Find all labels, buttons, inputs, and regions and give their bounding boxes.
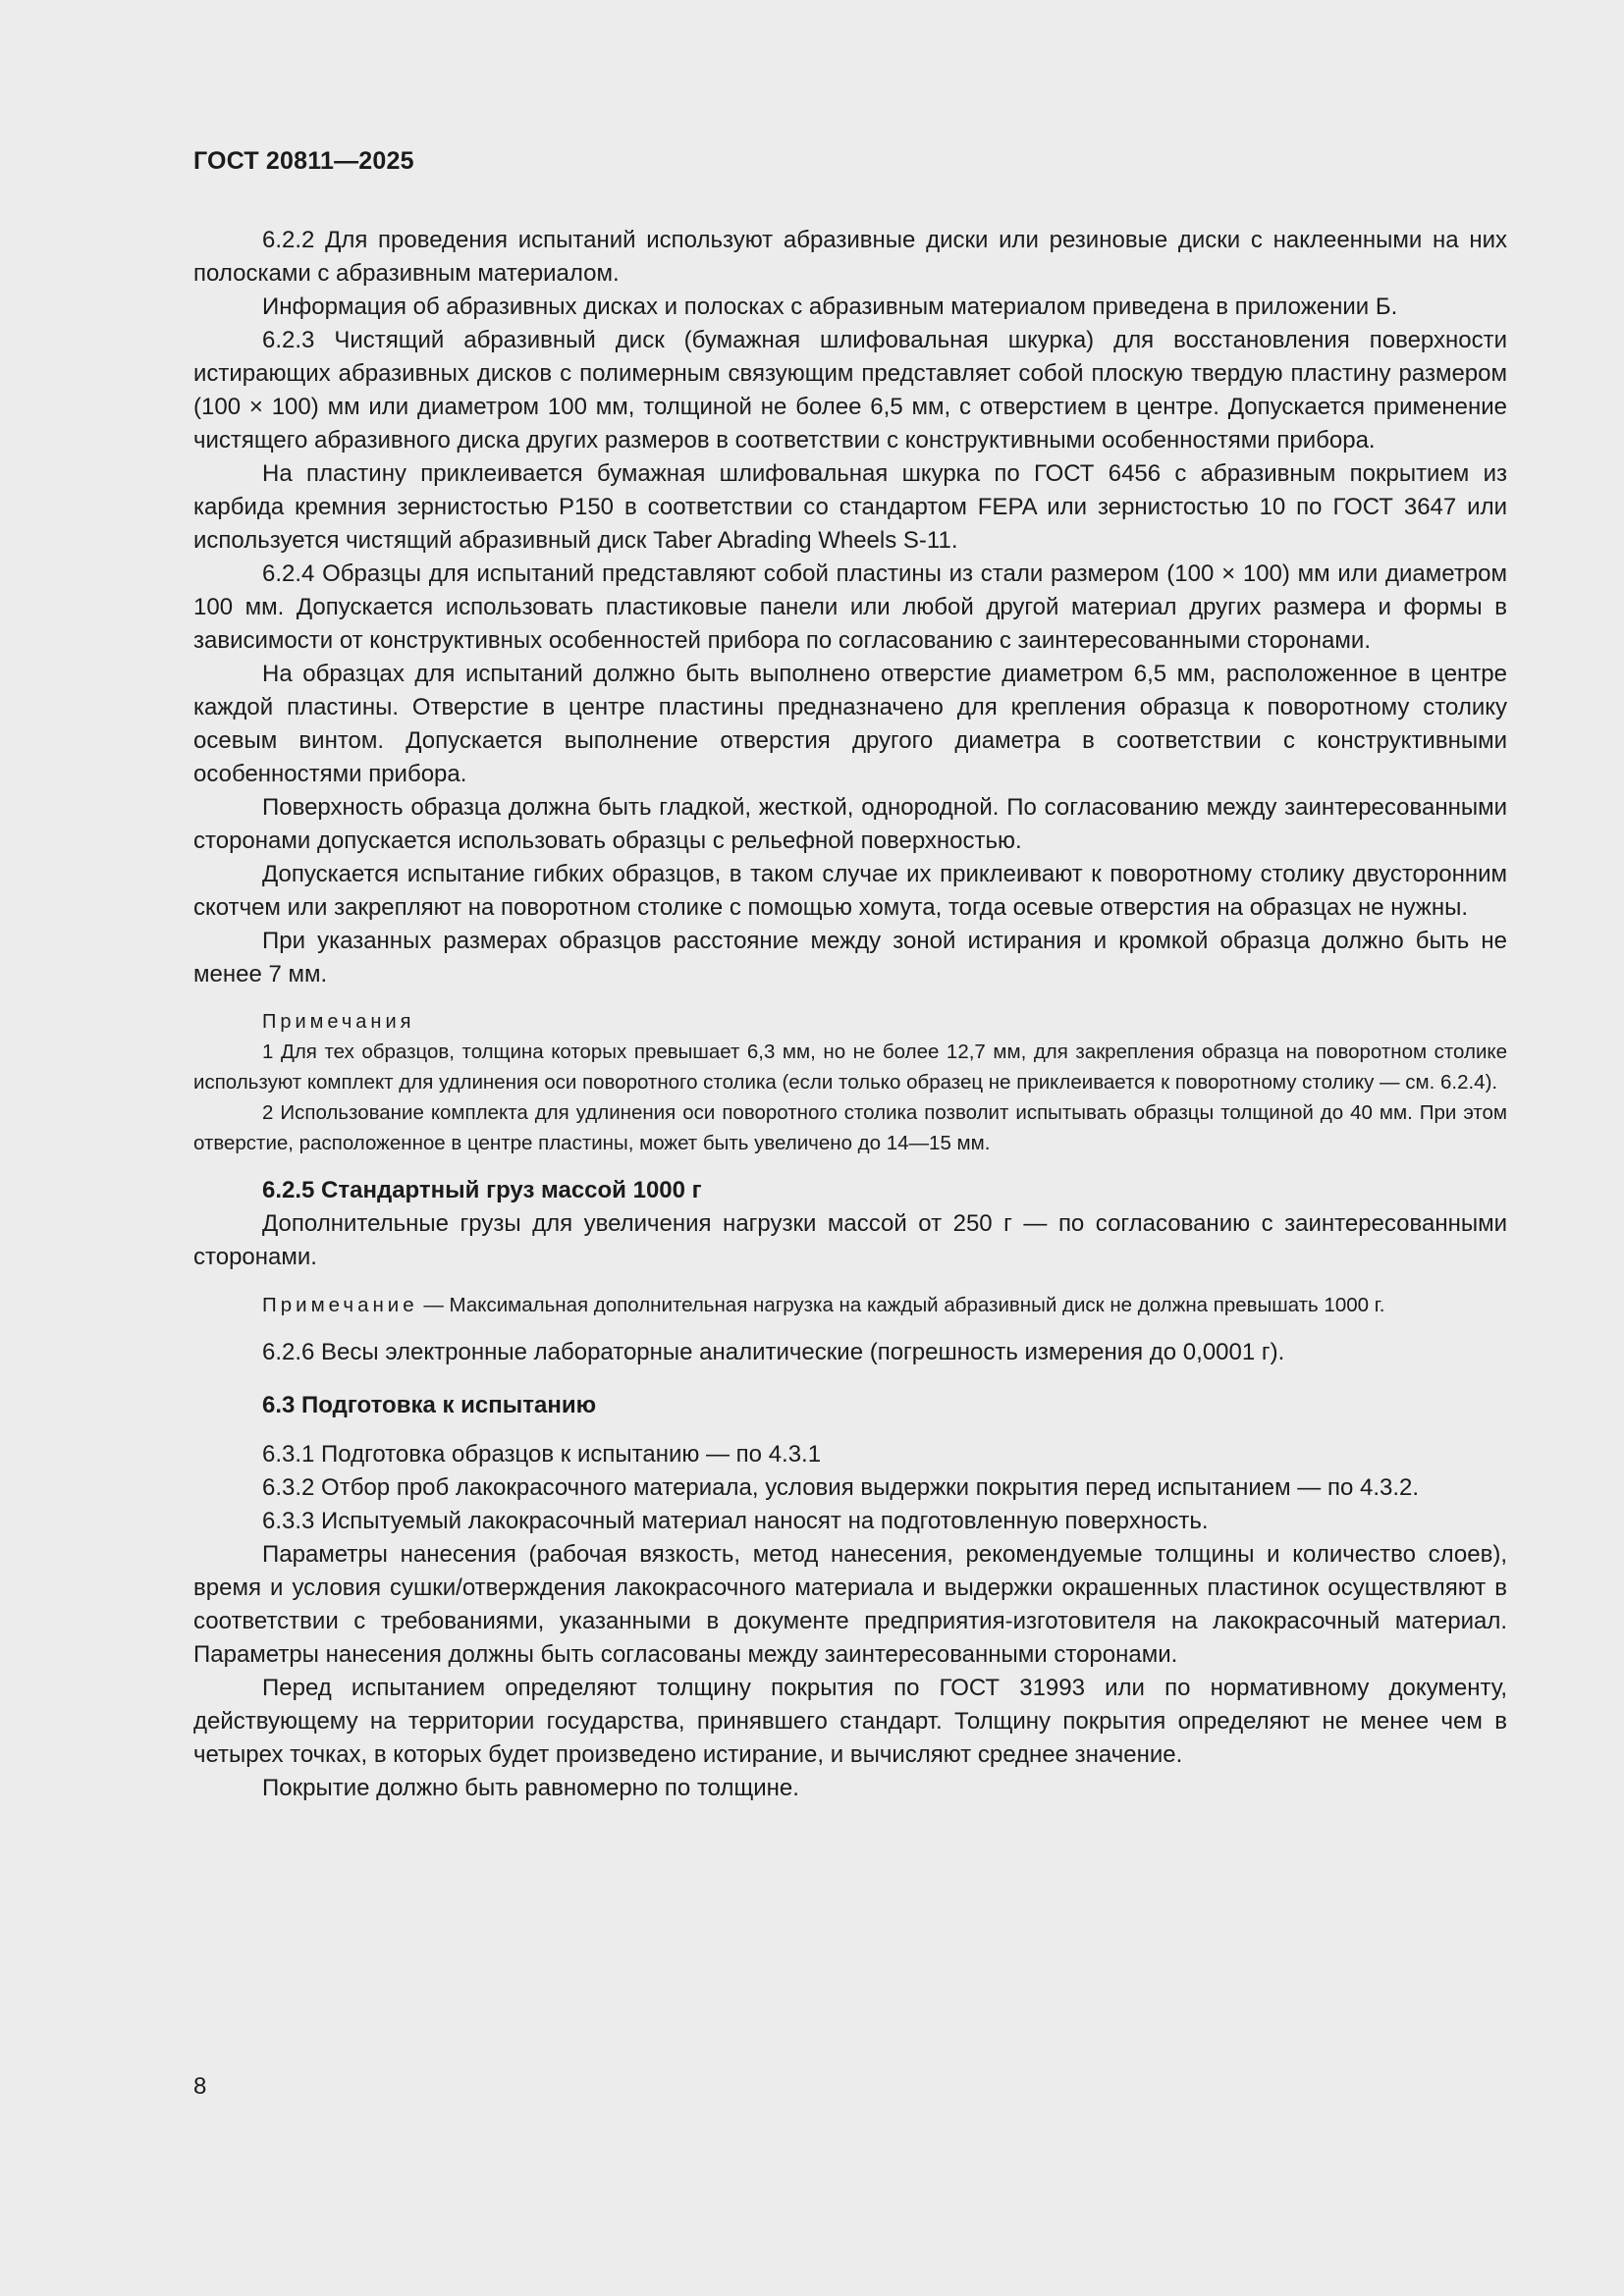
paragraph-6-2-3: 6.2.3 Чистящий абразивный диск (бумажная шлифовальная шкурка) для восстановления поверхности истирающих абразивных дисков с полимерным связующим представляет собой плоскую твердую пластину размером (100 × 100) мм или диаметром 100 мм, толщиной не более 6,5 мм, с отверстием в центре. Допускается применение чистящего абразивного диска других размеров в соответствии с конструктивными особенностями прибора. xyxy=(193,327,1507,454)
note-single-text: — Максимальная дополнительная нагрузка на каждый абразивный диск не должна превышать 1000 г. xyxy=(417,1294,1385,1316)
paragraph-flexible: Допускается испытание гибких образцов, в таком случае их приклеивают к поворотному столику двусторонним скотчем или закрепляют на поворотном столике с помощью хомута, тогда осевые отверстия на образцах не нужны. xyxy=(193,861,1507,921)
paragraph-weights: Дополнительные грузы для увеличения нагрузки массой от 250 г — по согласованию с заинтересованными сторонами. xyxy=(193,1210,1507,1270)
paragraph-uniform: Покрытие должно быть равномерно по толщине. xyxy=(262,1775,799,1801)
note-2: 2 Использование комплекта для удлинения оси поворотного столика позволит испытывать образцы толщиной до 40 мм. При этом отверстие, расположенное в центре пластины, может быть увеличено до 14—15 мм. xyxy=(193,1101,1507,1154)
heading-6-3: 6.3 Подготовка к испытанию xyxy=(262,1392,597,1418)
paragraph-6-2-4: 6.2.4 Образцы для испытаний представляют собой пластины из стали размером (100 × 100) мм или диаметром 100 мм. Допускается использовать пластиковые панели или любой другой материал других размера и формы в зависимости от конструктивных особенностей прибора по согласованию с заинтересованными сторонами. xyxy=(193,561,1507,654)
note-single-label: Примечание xyxy=(262,1294,418,1316)
paragraph-thickness: Перед испытанием определяют толщину покрытия по ГОСТ 31993 или по нормативному документу, действующему на территории государства, принявшего стандарт. Толщину покрытия определяют не менее чем в четырех точках, в которых будет произведено истирание, и вычисляют среднее значение. xyxy=(193,1675,1507,1768)
notes-title: Примечания xyxy=(262,1011,415,1033)
paragraph-surface: Поверхность образца должна быть гладкой, жесткой, однородной. По согласованию между заинтересованными сторонами допускается использовать образцы с рельефной поверхностью. xyxy=(193,794,1507,854)
heading-6-2-5: 6.2.5 Стандартный груз массой 1000 г xyxy=(262,1177,702,1203)
paragraph-appendix-b: Информация об абразивных дисках и полосках с абразивным материалом приведена в приложении Б. xyxy=(262,294,1398,320)
paragraph-6-2-2: 6.2.2 Для проведения испытаний используют абразивные диски или резиновые диски с наклеенными на них полосками с абразивным материалом. xyxy=(193,227,1507,287)
paragraph-6-3-3: 6.3.3 Испытуемый лакокрасочный материал наносят на подготовленную поверхность. xyxy=(262,1508,1209,1534)
paragraph-plate: На пластину приклеивается бумажная шлифовальная шкурка по ГОСТ 6456 с абразивным покрытием из карбида кремния зернистостью Р150 в соответствии со стандартом FEPA или зернистостью 10 по ГОСТ 3647 или используется чистящий абразивный диск Taber Abrading Wheels S-11. xyxy=(193,460,1507,554)
paragraph-distance: При указанных размерах образцов расстояние между зоной истирания и кромкой образца должно быть не менее 7 мм. xyxy=(193,928,1507,988)
paragraph-6-3-1: 6.3.1 Подготовка образцов к испытанию — по 4.3.1 xyxy=(262,1441,822,1468)
page-number: 8 xyxy=(193,2073,207,2100)
paragraph-6-3-2: 6.3.2 Отбор проб лакокрасочного материала, условия выдержки покрытия перед испытанием — по 4.3.2. xyxy=(262,1474,1420,1501)
paragraph-hole: На образцах для испытаний должно быть выполнено отверстие диаметром 6,5 мм, расположенное в центре каждой пластины. Отверстие в центре пластины предназначено для крепления образца к поворотному столику осевым винтом. Допускается выполнение отверстия другого диаметра в соответствии с конструктивными особенностями прибора. xyxy=(193,661,1507,787)
note-single xyxy=(193,1290,1507,1320)
document-body xyxy=(193,224,1507,1805)
paragraph-params: Параметры нанесения (рабочая вязкость, метод нанесения, рекомендуемые толщины и количество слоев), время и условия сушки/отверждения лакокрасочного материала и выдержки окрашенных пластинок осуществляют в соответствии с требованиями, указанными в документе предприятия-изготовителя на лакокрасочный материал. Параметры нанесения должны быть согласованы между заинтересованными сторонами. xyxy=(193,1541,1507,1668)
paragraph-6-2-6: 6.2.6 Весы электронные лабораторные аналитические (погрешность измерения до 0,0001 г). xyxy=(262,1339,1285,1365)
note-1: 1 Для тех образцов, толщина которых превышает 6,3 мм, но не более 12,7 мм, для закрепления образца на поворотном столике используют комплект для удлинения оси поворотного столика (если только образец не приклеивается к поворотному столику — см. 6.2.4). xyxy=(193,1041,1507,1094)
document-header: ГОСТ 20811—2025 xyxy=(193,147,414,175)
